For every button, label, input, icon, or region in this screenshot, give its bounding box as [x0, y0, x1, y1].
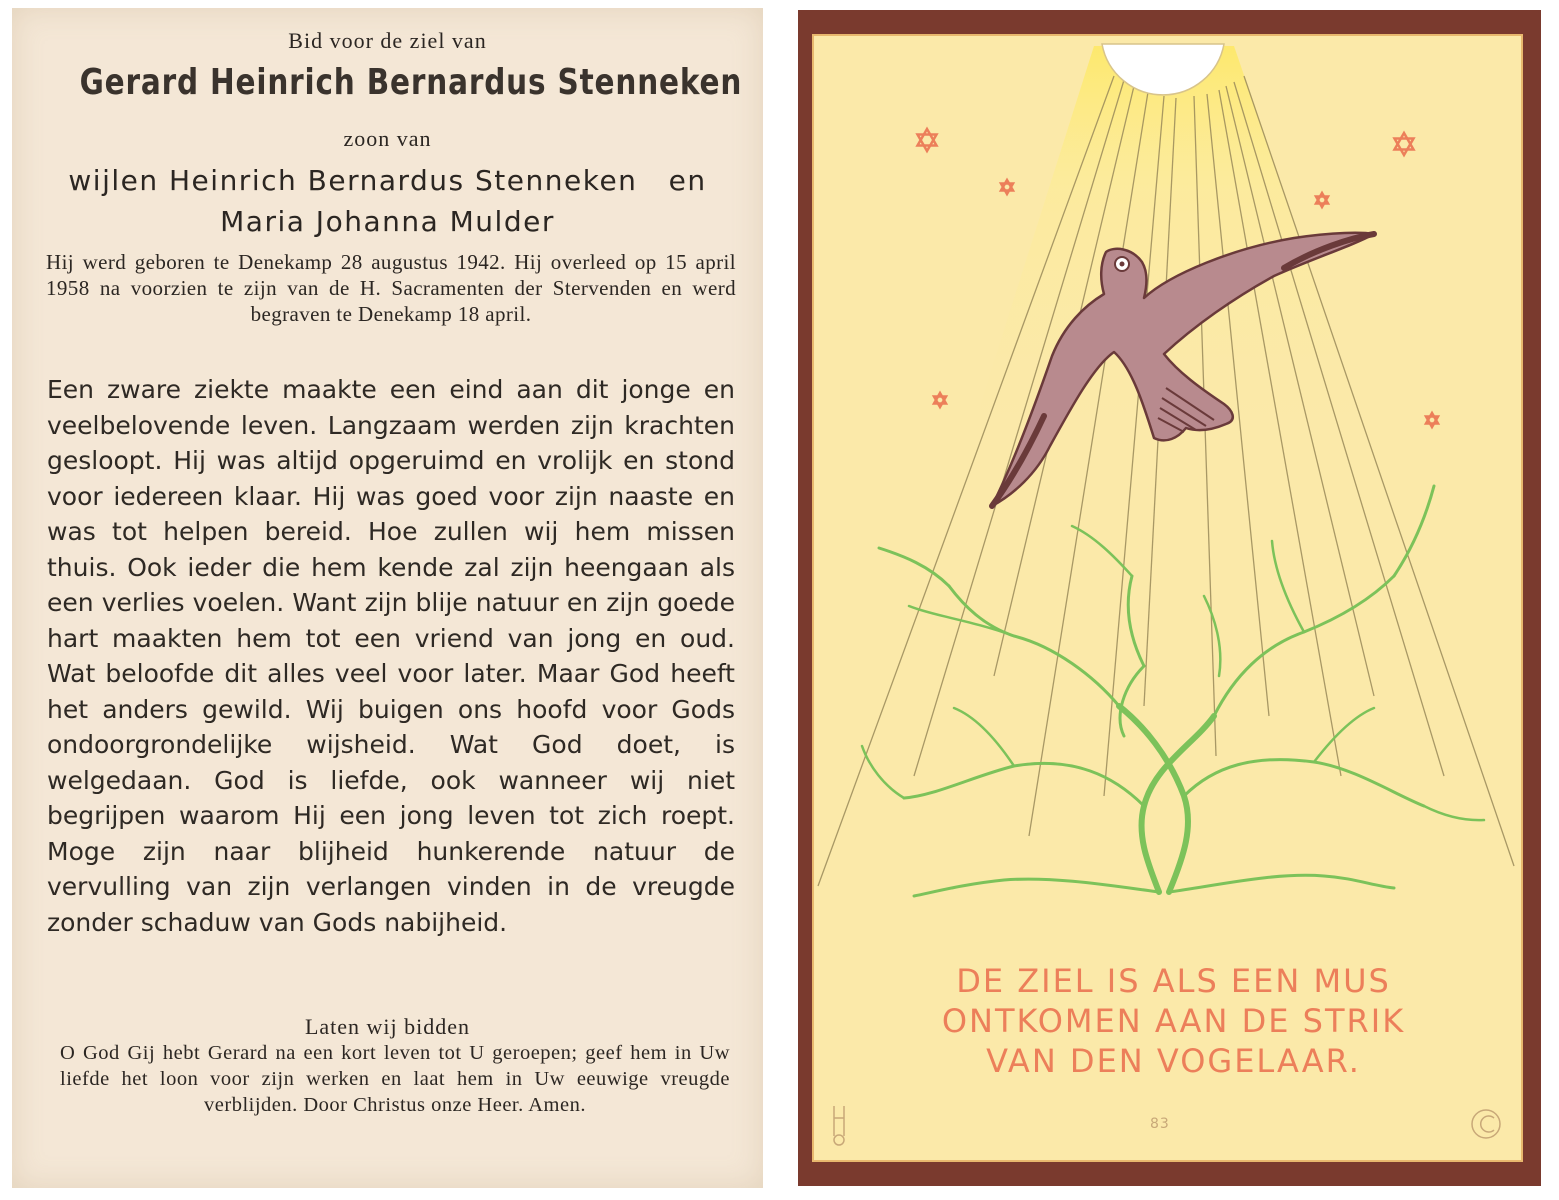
- eulogy-paragraph: Een zware ziekte maakte een eind aan dit jonge en veelbelovende leven. Langzaam werden zijn krachten gesloopt. Hij was altijd opgeruimd en vrolijk en stond voor iedereen klaar. Hij was goed voor zijn naaste en was tot helpen bereid. Hoe zullen wij hem missen thuis. Ook ieder die hem kende zal zijn heengaan als een verlies voelen. Want zijn blije natuur en zijn goede hart maakten hem tot een vriend van jong en oud. Wat beloofde dit alles veel voor later. Maar God heeft het anders gewild. Wij buigen ons hoofd voor Gods ondoorgrondelijke wijsheid. Wat God doet, is welgedaan. God is liefde, ook wanneer wij niet begrijpen waarom Hij een jong leven tot zich roept. Moge zijn naar blijheid hunkerende natuur de vervulling van zijn verlangen vinden in de vreugde zonder schaduw van Gods nabijheid.: [47, 375, 735, 937]
- memorial-picture-card: [798, 10, 1541, 1186]
- prayer-title: Laten wij bidden: [304, 1014, 471, 1039]
- caption-line-2: ONTKOMEN AAN DE STRIK: [941, 1002, 1406, 1040]
- deceased-name: Gerard Heinrich Bernardus Stenneken: [79, 62, 743, 103]
- card-number: 83: [1150, 1116, 1170, 1132]
- monogram-icon: [834, 1106, 844, 1145]
- birth-death-paragraph: Hij werd geboren te Denekamp 28 augustus 1942. Hij overleed op 15 april 1958 na voorzien te zijn van de H. Sacramenten der Stervenden en werd begraven te Denekamp 18 april.: [46, 250, 736, 326]
- intro-line: Bid voor de ziel van: [288, 28, 487, 53]
- picture-panel: [812, 34, 1523, 1162]
- copyright-mark-icon: [1472, 1110, 1500, 1138]
- parents-mother-line: Maria Johanna Mulder: [220, 205, 555, 238]
- prayer-paragraph: O God Gij hebt Gerard na een kort leven tot U geroepen; geef hem in Uw liefde het loon voor zijn werken en laat hem in Uw eeuwige vreugde verblijden. Door Christus onze Heer. Amen.: [60, 1042, 730, 1116]
- parents-father-line: wijlen Heinrich Bernardus Stenneken en: [68, 164, 707, 197]
- memorial-text-card: [12, 8, 763, 1188]
- thorn-branches-icon: [862, 486, 1484, 896]
- caption-line-1: DE ZIEL IS ALS EEN MUS: [956, 962, 1391, 1000]
- son-of-line: zoon van: [343, 126, 432, 151]
- caption-line-3: VAN DEN VOGELAAR.: [986, 1042, 1361, 1080]
